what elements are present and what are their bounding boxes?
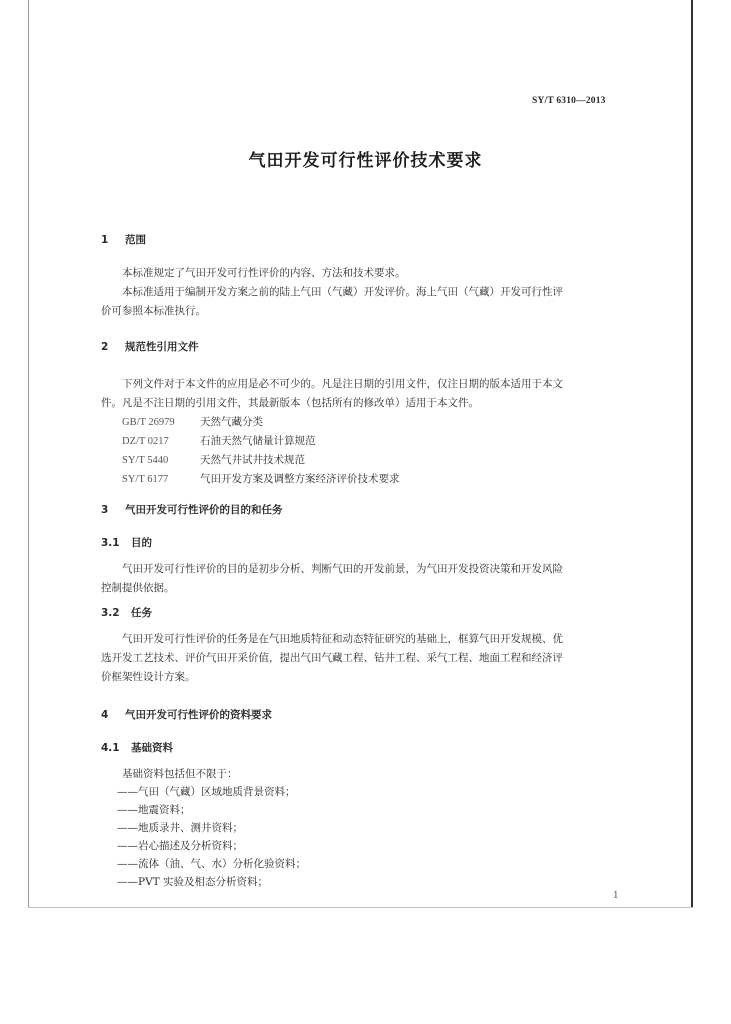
section-2-heading <box>101 340 199 354</box>
reference-title: 气田开发方案及调整方案经济评价技术要求 <box>200 473 400 485</box>
subsection-3-2-heading <box>101 606 152 620</box>
section-title: 气田开发可行性评价的目的和任务 <box>125 504 283 516</box>
subsection-title: 目的 <box>131 537 152 549</box>
reference-title: 天然气藏分类 <box>200 416 263 428</box>
document-title: 气田开发可行性评价技术要求 <box>248 151 483 171</box>
subsection-number: 3.2 <box>101 607 120 619</box>
subsection-number: 3.1 <box>101 537 120 549</box>
page-number: 1 <box>613 891 619 901</box>
paragraph-line: 下列文件对于本文件的应用是必不可少的。凡是注日期的引用文件，仅注日期的版本适用于本文 <box>122 378 563 390</box>
reference-item <box>122 434 316 449</box>
paragraph-line: 件。凡是不注日期的引用文件，其最新版本（包括所有的修改单）适用于本文件。 <box>101 397 479 409</box>
reference-code: DZ/T 0217 <box>122 436 169 447</box>
page-left-edge <box>28 0 29 908</box>
section-title: 气田开发可行性评价的资料要求 <box>125 709 272 721</box>
subsection-title: 任务 <box>131 607 152 619</box>
section-title: 范围 <box>125 234 146 246</box>
reference-item <box>122 453 305 468</box>
section-3-heading <box>101 503 283 517</box>
reference-item <box>122 415 263 430</box>
section-1-heading <box>101 233 146 247</box>
paragraph-line: 气田开发可行性评价的任务是在气田地质特征和动态特征研究的基础上，框算气田开发规模、优 <box>122 633 563 645</box>
subsection-number: 4.1 <box>101 742 120 754</box>
section-number: 1 <box>101 234 109 246</box>
section-title: 规范性引用文件 <box>125 341 199 353</box>
section-number: 4 <box>101 709 109 721</box>
subsection-3-1-heading <box>101 536 152 550</box>
paragraph-line: 价可参照本标准执行。 <box>101 305 206 317</box>
reference-title: 石油天然气储量计算规范 <box>200 435 316 447</box>
page-bottom-edge <box>28 907 693 908</box>
paragraph-line: 价框架性设计方案。 <box>101 671 196 683</box>
paragraph-line: 本标准适用于编制开发方案之前的陆上气田（气藏）开发评价。海上气田（气藏）开发可行性评 <box>122 286 563 298</box>
list-item: ——气田（气藏）区域地质背景资料； <box>117 786 296 798</box>
list-item: ——地质录井、测井资料； <box>117 822 243 834</box>
reference-code: GB/T 26979 <box>122 417 175 428</box>
reference-code: SY/T 5440 <box>122 455 169 466</box>
paragraph-line: 控制提供依据。 <box>101 582 175 594</box>
page-right-edge <box>691 0 693 908</box>
paragraph-line: 气田开发可行性评价的目的是初步分析、判断气田的开发前景，为气田开发投资决策和开发风险 <box>122 563 563 575</box>
reference-code: SY/T 6177 <box>122 474 169 485</box>
paragraph-line: 选开发工艺技术、评价气田开采价值，提出气田气藏工程、钻井工程、采气工程、地面工程和经济评 <box>101 652 563 664</box>
standard-number: SY/T 6310—2013 <box>532 96 606 106</box>
reference-title: 天然气井试井技术规范 <box>200 454 305 466</box>
paragraph-line: 本标准规定了气田开发可行性评价的内容、方法和技术要求。 <box>122 267 406 279</box>
list-item: ——地震资料； <box>117 804 191 816</box>
list-item: ——PVT 实验及相态分析资料； <box>117 876 268 888</box>
subsection-title: 基础资料 <box>131 742 173 754</box>
list-intro: 基础资料包括但不限于： <box>122 768 238 780</box>
reference-item <box>122 472 400 487</box>
list-item: ——岩心描述及分析资料； <box>117 840 243 852</box>
subsection-4-1-heading <box>101 741 173 755</box>
section-4-heading <box>101 708 272 722</box>
section-number: 2 <box>101 341 109 353</box>
list-item: ——流体（油、气、水）分析化验资料； <box>117 858 306 870</box>
section-number: 3 <box>101 504 109 516</box>
